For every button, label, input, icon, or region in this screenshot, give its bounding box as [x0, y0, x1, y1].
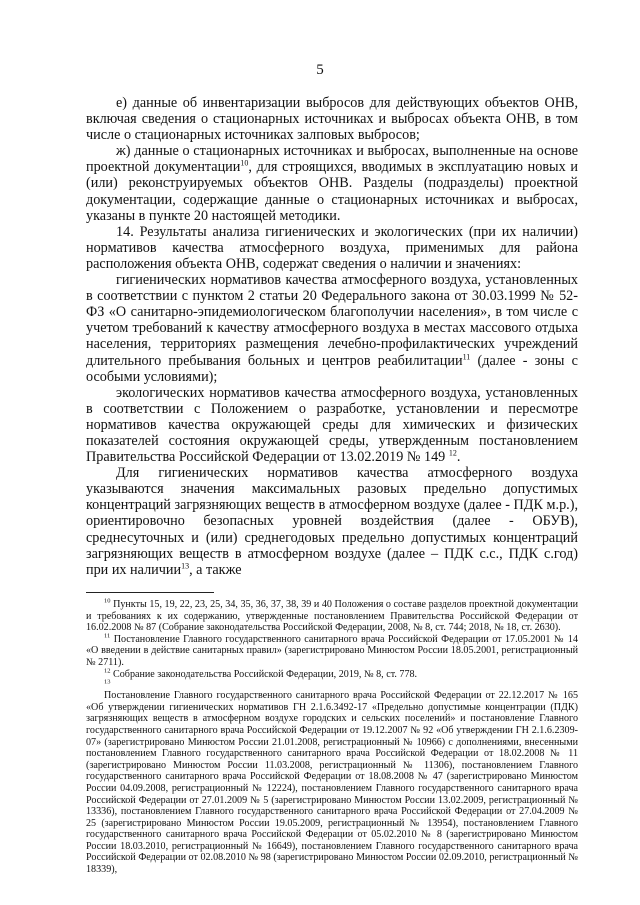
paragraph-ecological: экологических нормативов качества атмосферного воздуха, установленных в соответствии с Положением о разработке, установлении и пересмотре нормативов качества окружающей среды для химических и физических показателей состояния окружающей среды, утвержденным постановлением Правительства Российской Федерации от 13.02.2019 № 149 $^{12}$. — [86, 384, 578, 466]
footnote-ref[interactable]: 10 — [240, 158, 249, 168]
footnote-ref[interactable]: 11 — [462, 351, 471, 361]
footnote-divider — [86, 592, 214, 593]
footnotes — [86, 592, 578, 876]
footnote-13-mark: 13 — [104, 678, 111, 686]
paragraph-pdk: Для гигиенических нормативов качества атмосферного воздуха указываются значения максимальных разовых предельно допустимых концентраций загрязняющих веществ в атмосферном воздухе (далее - ПДК м.р.), ориентировочно безопасных уровней воздействия (далее - ОБУВ), среднесуточных и (или) среднегодовых предельно допустимых концентраций загрязняющих веществ в атмосферном воздухе (далее – ПДК с.с., ПДК с.год) при их наличии$^{13}$, а также — [86, 465, 578, 578]
paragraph-zh: ж) данные о стационарных источниках и выбросах, выполненные на основе проектной документации$^{10}$, для строящихся, вводимых в эксплуатацию новых и (или) реконструируемых объектов ОНВ. Разделы (подразделы) проектной документации, содержащие данные о стационарных источниках и выбросах, указаны в пункте 20 настоящей методики. — [86, 143, 578, 224]
footnote-13: Постановление Главного государственного санитарного врача Российской Федерации от 22.12.2017 № 165 «Об утверждении гигиенических нормативов ГН 2.1.6.3492-17 «Предельно допустимые концентрации (ПДК) загрязняющих веществ в атмосферном воздухе городских и сельских поселений» и постановление Главного государственного санитарного врача Российской Федерации от 19.12.2007 № 92 «Об утверждении ГН 2.1.6.2309-07» (зарегистрировано Минюстом России 21.01.2008, регистрационный № 10966) с дополнениями, внесенными постановлением Главного государственного санитарного врача Российской Федерации от 18.02.2008 № 11 (зарегистрировано Минюстом России 11.03.2008, регистрационный № 11306), постановлением Главного государственного санитарного врача Российской Федерации от 18.08.2008 № 47 (зарегистрировано Минюстом России 04.09.2008, регистрационный № 12224), постановлением Главного государственного санитарного врача Российской Федерации от 27.01.2009 № 5 (зарегистрировано Минюстом России 13.02.2009, регистрационный № 13336), постановлением Главного государственного санитарного врача Российской Федерации от 27.04.2009 № 25 (зарегистрировано Минюстом России 19.05.2009, регистрационный № 13954), постановлением Главного государственного санитарного врача Российской Федерации от 05.02.2010 № 8 (зарегистрировано Минюстом России 18.03.2010, регистрационный № 16649), постановлением Главного государственного санитарного врача Российской Федерации от 02.08.2010 № 98 (зарегистрировано Минюстом России 02.09.2010, регистрационный № 18339), — [86, 690, 578, 876]
footnote-ref[interactable]: 13 — [181, 560, 190, 570]
paragraph-e: е) данные об инвентаризации выбросов для действующих объектов ОНВ, включая сведения о стационарных источниках и выбросах объекта ОНВ, в том числе о стационарных источниках залповых выбросов; — [86, 95, 578, 144]
footnote-12: $^{12}$ Собрание законодательства Российской Федерации, 2019, № 8, ст. 778. — [104, 667, 418, 680]
paragraph-hygienic: гигиенических нормативов качества атмосферного воздуха, установленных в соответствии с пунктом 2 статьи 20 Федерального закона от 30.03.1999 № 52-ФЗ «О санитарно-эпидемиологическом благополучии населения», в том числе с учетом требований к качеству атмосферного воздуха в местах массового отдыха населения, территориях размещения лечебно-профилактических учреждений длительного пребывания больных и центров реабилитации$^{11}$ (далее - зоны с особыми условиями); — [86, 272, 578, 385]
page-number: 5 — [316, 62, 324, 78]
footnote-10: $^{10}$ Пункты 15, 19, 22, 23, 25, 34, 35, 36, 37, 38, 39 и 40 Положения о составе разделов проектной документации и требованиях к их содержанию, утвержденные постановлением Правительства Российской Федерации от 16.02.2008 № 87 (Собрание законодательства Российской Федерации, 2008, № 8, ст. 744; 2018, № 18, ст. 2630). — [86, 597, 578, 634]
footnote-11: $^{11}$ Постановление Главного государственного санитарного врача Российской Федерации от 17.05.2001 № 14 «О введении в действие санитарных правил» (зарегистрировано Минюстом России 18.05.2001, регистрационный № 2711). — [86, 632, 578, 668]
paragraph-14: 14. Результаты анализа гигиенических и экологических (при их наличии) нормативов качества атмосферного воздуха, применимых для района расположения объекта ОНВ, содержат сведения о наличии и значениях: — [86, 223, 578, 272]
document-body — [86, 95, 578, 578]
footnote-ref[interactable]: 12 — [448, 448, 457, 458]
